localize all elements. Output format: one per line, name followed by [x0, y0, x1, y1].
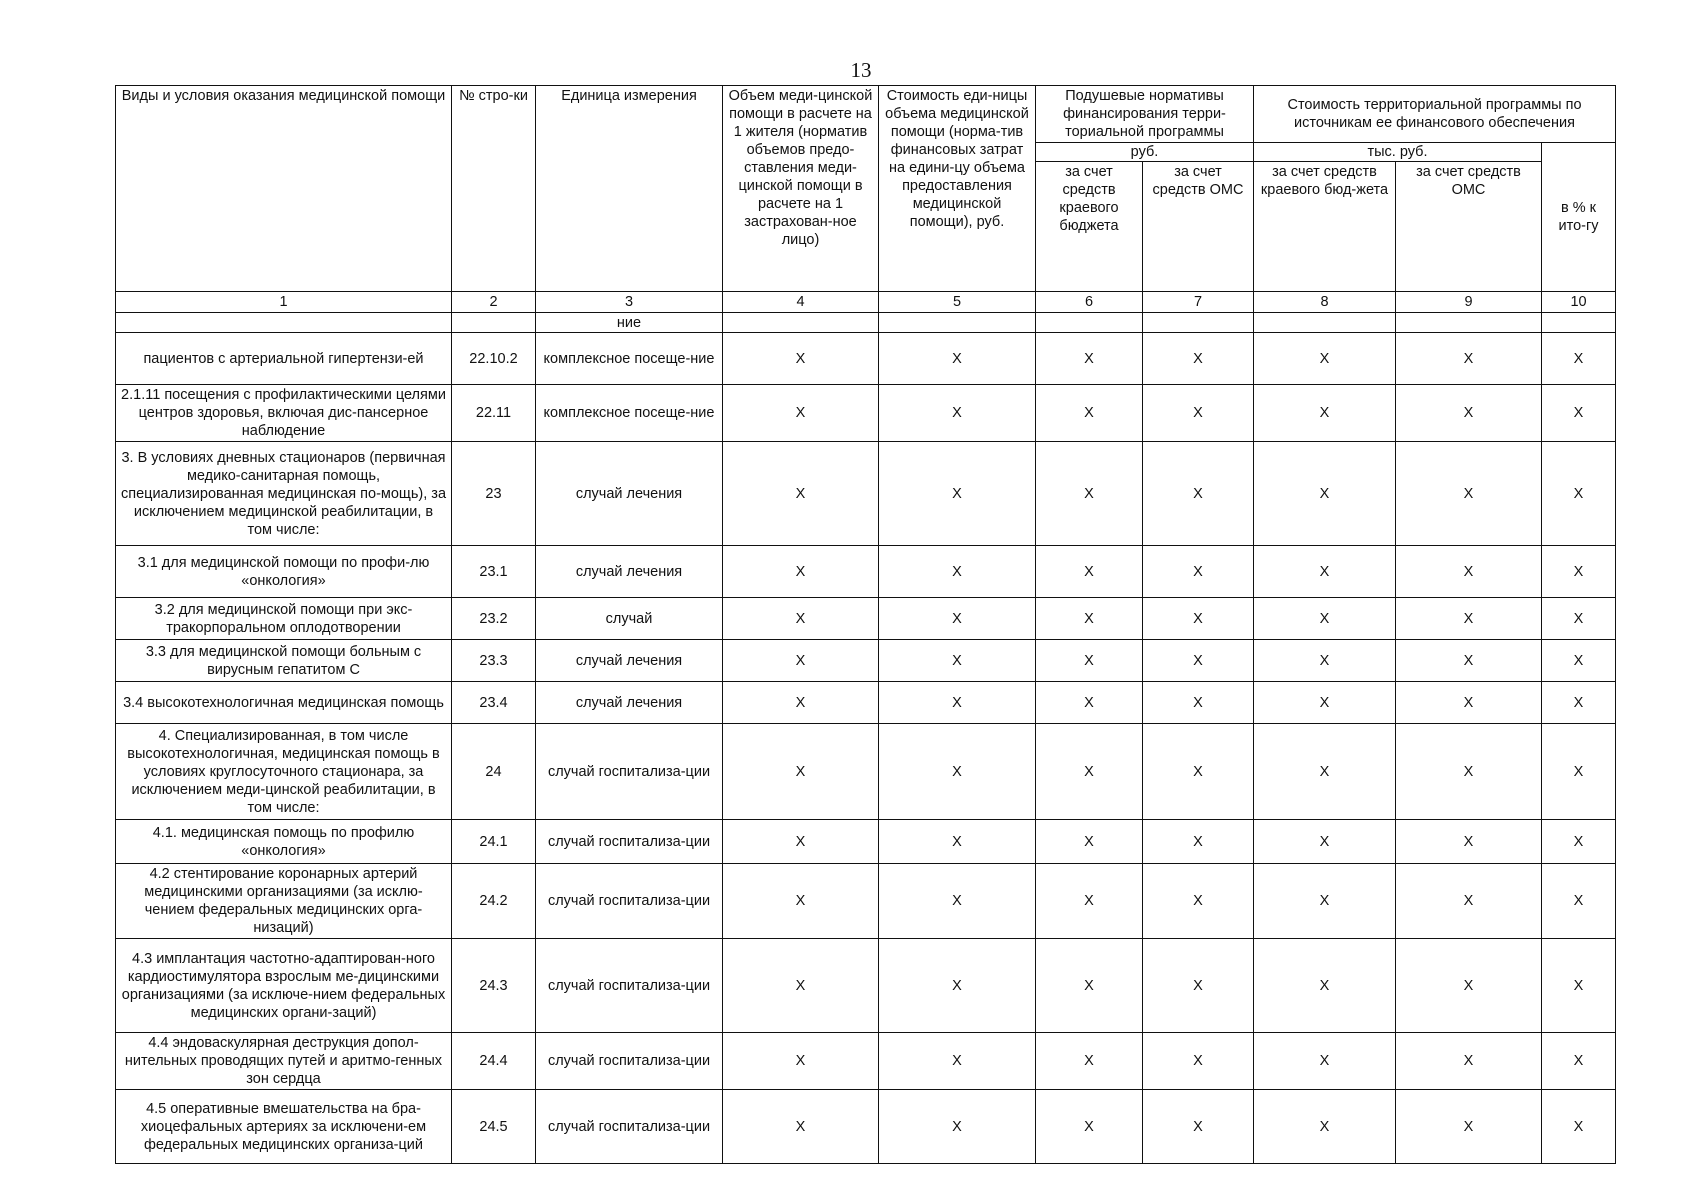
row-percent-total: X: [1542, 682, 1616, 724]
row-per-capita-oms: X: [1143, 598, 1254, 640]
row-per-capita-oms: X: [1143, 640, 1254, 682]
table-row: [116, 640, 1616, 682]
row-unit: случай госпитализа-ции: [536, 820, 723, 864]
table-row: [116, 598, 1616, 640]
header-unit-cost: Стоимость еди-ницы объема медицинской помощи (норма-тив финансовых затрат на едини-цу объема предоставления медицинской помощи), руб.: [879, 86, 1036, 292]
row-line-number: 22.11: [452, 385, 536, 442]
row-unit-cost: X: [879, 385, 1036, 442]
row-line-number: 23.4: [452, 682, 536, 724]
row-cost-oms: X: [1396, 724, 1542, 820]
row-cost-oms: X: [1396, 442, 1542, 546]
carry-over-empty: [879, 313, 1036, 333]
row-line-number: 23: [452, 442, 536, 546]
row-line-number: 23.2: [452, 598, 536, 640]
row-name: 4.5 оперативные вмешательства на бра-хиоцефальных артериях за исключени-ем федеральных медицинских организа-ций: [116, 1090, 452, 1164]
carry-over-empty: [1254, 313, 1396, 333]
column-number: 9: [1396, 292, 1542, 313]
row-unit: комплексное посеще-ние: [536, 333, 723, 385]
row-volume: X: [723, 640, 879, 682]
row-unit: случай госпитализа-ции: [536, 939, 723, 1033]
row-name: 3.3 для медицинской помощи больным с вирусным гепатитом С: [116, 640, 452, 682]
row-per-capita-regional: X: [1036, 682, 1143, 724]
row-unit-cost: X: [879, 820, 1036, 864]
header-row-1: [116, 86, 1616, 143]
row-name: 3.4 высокотехнологичная медицинская помощь: [116, 682, 452, 724]
row-unit: случай: [536, 598, 723, 640]
table-row: [116, 442, 1616, 546]
row-line-number: 24.2: [452, 864, 536, 939]
row-name: 4.1. медицинская помощь по профилю «онкология»: [116, 820, 452, 864]
carry-over-empty: [1143, 313, 1254, 333]
row-per-capita-regional: X: [1036, 598, 1143, 640]
row-percent-total: X: [1542, 864, 1616, 939]
header-unit-rub: руб.: [1036, 143, 1254, 162]
row-cost-oms: X: [1396, 939, 1542, 1033]
table-row: [116, 820, 1616, 864]
row-unit: случай лечения: [536, 640, 723, 682]
column-number: 4: [723, 292, 879, 313]
table-row: [116, 864, 1616, 939]
row-percent-total: X: [1542, 333, 1616, 385]
row-unit-cost: X: [879, 640, 1036, 682]
row-per-capita-regional: X: [1036, 1033, 1143, 1090]
row-volume: X: [723, 333, 879, 385]
row-volume: X: [723, 682, 879, 724]
carry-over-unit: ние: [536, 313, 723, 333]
column-number: 7: [1143, 292, 1254, 313]
row-per-capita-oms: X: [1143, 1090, 1254, 1164]
row-unit: случай госпитализа-ции: [536, 1033, 723, 1090]
carry-over-row: [116, 313, 1616, 333]
row-name: пациентов с артериальной гипертензи-ей: [116, 333, 452, 385]
row-per-capita-oms: X: [1143, 333, 1254, 385]
row-percent-total: X: [1542, 598, 1616, 640]
row-cost-oms: X: [1396, 864, 1542, 939]
row-per-capita-oms: X: [1143, 864, 1254, 939]
row-percent-total: X: [1542, 939, 1616, 1033]
row-unit-cost: X: [879, 333, 1036, 385]
row-volume: X: [723, 385, 879, 442]
row-percent-total: X: [1542, 442, 1616, 546]
row-line-number: 24.1: [452, 820, 536, 864]
row-name: 3.1 для медицинской помощи по профи-лю «онкология»: [116, 546, 452, 598]
row-percent-total: X: [1542, 546, 1616, 598]
row-cost-regional: X: [1254, 546, 1396, 598]
column-number: 10: [1542, 292, 1616, 313]
row-line-number: 24.4: [452, 1033, 536, 1090]
row-name: 4.4 эндоваскулярная деструкция допол-нительных проводящих путей и аритмо-генных зон сердца: [116, 1033, 452, 1090]
carry-over-empty: [1542, 313, 1616, 333]
header-cost-oms: за счет средств ОМС: [1396, 162, 1542, 292]
row-unit: комплексное посеще-ние: [536, 385, 723, 442]
row-per-capita-oms: X: [1143, 724, 1254, 820]
row-line-number: 23.3: [452, 640, 536, 682]
row-volume: X: [723, 598, 879, 640]
row-cost-regional: X: [1254, 939, 1396, 1033]
header-per-capita-oms: за счет средств ОМС: [1143, 162, 1254, 292]
row-unit: случай лечения: [536, 442, 723, 546]
row-unit-cost: X: [879, 442, 1036, 546]
row-per-capita-regional: X: [1036, 724, 1143, 820]
row-percent-total: X: [1542, 640, 1616, 682]
row-unit-cost: X: [879, 864, 1036, 939]
row-name: 4.3 имплантация частотно-адаптирован-ного кардиостимулятора взрослым ме-дицинскими организациями (за исключе-нием федеральных медицинских органи-заций): [116, 939, 452, 1033]
row-unit-cost: X: [879, 598, 1036, 640]
column-number: 6: [1036, 292, 1143, 313]
table-row: [116, 682, 1616, 724]
column-number-row: [116, 292, 1616, 313]
financing-table: [115, 85, 1616, 1164]
row-unit: случай лечения: [536, 682, 723, 724]
row-percent-total: X: [1542, 724, 1616, 820]
row-percent-total: X: [1542, 1090, 1616, 1164]
row-unit: случай госпитализа-ции: [536, 1090, 723, 1164]
header-volume: Объем меди-цинской помощи в расчете на 1 жителя (норматив объемов предо-ставления меди-цинской помощи в расчете на 1 застрахован-ное лицо): [723, 86, 879, 292]
header-cost-regional: за счет средств краевого бюд-жета: [1254, 162, 1396, 292]
page-number: 13: [850, 58, 872, 82]
row-cost-oms: X: [1396, 385, 1542, 442]
row-line-number: 24.3: [452, 939, 536, 1033]
row-cost-regional: X: [1254, 333, 1396, 385]
row-cost-regional: X: [1254, 442, 1396, 546]
row-unit-cost: X: [879, 682, 1036, 724]
row-per-capita-regional: X: [1036, 1090, 1143, 1164]
table-row: [116, 939, 1616, 1033]
row-volume: X: [723, 939, 879, 1033]
carry-over-empty: [116, 313, 452, 333]
row-volume: X: [723, 442, 879, 546]
column-number: 8: [1254, 292, 1396, 313]
row-line-number: 24.5: [452, 1090, 536, 1164]
row-unit: случай госпитализа-ции: [536, 864, 723, 939]
carry-over-empty: [723, 313, 879, 333]
header-kinds-conditions: Виды и условия оказания медицинской помощи: [116, 86, 452, 292]
row-cost-regional: X: [1254, 682, 1396, 724]
row-name: 3.2 для медицинской помощи при экс-тракорпоральном оплодотворении: [116, 598, 452, 640]
row-volume: X: [723, 820, 879, 864]
row-cost-oms: X: [1396, 1090, 1542, 1164]
row-per-capita-oms: X: [1143, 385, 1254, 442]
column-number: 2: [452, 292, 536, 313]
row-name: 3. В условиях дневных стационаров (первичная медико-санитарная помощь, специализированная медицинская по-мощь), за исключением медицинской реабилитации, в том числе:: [116, 442, 452, 546]
row-per-capita-oms: X: [1143, 442, 1254, 546]
row-cost-regional: X: [1254, 1090, 1396, 1164]
row-percent-total: X: [1542, 385, 1616, 442]
column-number: 5: [879, 292, 1036, 313]
row-per-capita-oms: X: [1143, 682, 1254, 724]
header-per-capita-group: Подушевые нормативы финансирования терри-ториальной программы: [1036, 86, 1254, 143]
row-cost-oms: X: [1396, 1033, 1542, 1090]
row-per-capita-oms: X: [1143, 820, 1254, 864]
row-name: 4.2 стентирование коронарных артерий медицинскими организациями (за исклю-чением федеральных медицинских орга-низаций): [116, 864, 452, 939]
table-row: [116, 1033, 1616, 1090]
table-row: [116, 546, 1616, 598]
header-program-cost-group: Стоимость территориальной программы по источникам ее финансового обеспечения: [1254, 86, 1616, 143]
row-per-capita-regional: X: [1036, 385, 1143, 442]
row-unit-cost: X: [879, 1090, 1036, 1164]
row-per-capita-regional: X: [1036, 442, 1143, 546]
row-percent-total: X: [1542, 1033, 1616, 1090]
column-number: 3: [536, 292, 723, 313]
header-line-number: № стро-ки: [452, 86, 536, 292]
row-volume: X: [723, 1090, 879, 1164]
row-per-capita-regional: X: [1036, 640, 1143, 682]
row-per-capita-regional: X: [1036, 864, 1143, 939]
row-cost-regional: X: [1254, 640, 1396, 682]
row-unit-cost: X: [879, 724, 1036, 820]
row-cost-regional: X: [1254, 385, 1396, 442]
row-line-number: 23.1: [452, 546, 536, 598]
carry-over-empty: [1036, 313, 1143, 333]
carry-over-empty: [1396, 313, 1542, 333]
row-unit-cost: X: [879, 546, 1036, 598]
row-cost-oms: X: [1396, 682, 1542, 724]
column-number: 1: [116, 292, 452, 313]
row-per-capita-oms: X: [1143, 939, 1254, 1033]
row-name: 2.1.11 посещения с профилактическими целями центров здоровья, включая дис-пансерное наблюдение: [116, 385, 452, 442]
row-per-capita-oms: X: [1143, 546, 1254, 598]
header-unit: Единица измерения: [536, 86, 723, 292]
row-cost-oms: X: [1396, 820, 1542, 864]
row-name: 4. Специализированная, в том числе высокотехнологичная, медицинская помощь в условиях круглосуточного стационара, за исключением меди-цинской реабилитации, в том числе:: [116, 724, 452, 820]
row-volume: X: [723, 864, 879, 939]
row-per-capita-regional: X: [1036, 333, 1143, 385]
row-per-capita-regional: X: [1036, 939, 1143, 1033]
row-cost-regional: X: [1254, 724, 1396, 820]
row-per-capita-regional: X: [1036, 546, 1143, 598]
row-cost-oms: X: [1396, 598, 1542, 640]
table-row: [116, 333, 1616, 385]
row-unit: случай госпитализа-ции: [536, 724, 723, 820]
row-cost-regional: X: [1254, 820, 1396, 864]
row-line-number: 24: [452, 724, 536, 820]
table-row: [116, 385, 1616, 442]
row-cost-regional: X: [1254, 1033, 1396, 1090]
table-row: [116, 724, 1616, 820]
row-per-capita-regional: X: [1036, 820, 1143, 864]
row-cost-oms: X: [1396, 640, 1542, 682]
header-percent-total: в % к ито-гу: [1542, 143, 1616, 292]
row-cost-regional: X: [1254, 864, 1396, 939]
row-cost-regional: X: [1254, 598, 1396, 640]
row-line-number: 22.10.2: [452, 333, 536, 385]
header-unit-thousand-rub: тыс. руб.: [1254, 143, 1542, 162]
row-percent-total: X: [1542, 820, 1616, 864]
row-volume: X: [723, 546, 879, 598]
row-unit: случай лечения: [536, 546, 723, 598]
table-body: [116, 333, 1616, 1164]
row-unit-cost: X: [879, 939, 1036, 1033]
row-volume: X: [723, 724, 879, 820]
row-cost-oms: X: [1396, 546, 1542, 598]
row-unit-cost: X: [879, 1033, 1036, 1090]
row-per-capita-oms: X: [1143, 1033, 1254, 1090]
carry-over-empty: [452, 313, 536, 333]
row-volume: X: [723, 1033, 879, 1090]
table-row: [116, 1090, 1616, 1164]
header-per-capita-regional: за счет средств краевого бюджета: [1036, 162, 1143, 292]
row-cost-oms: X: [1396, 333, 1542, 385]
